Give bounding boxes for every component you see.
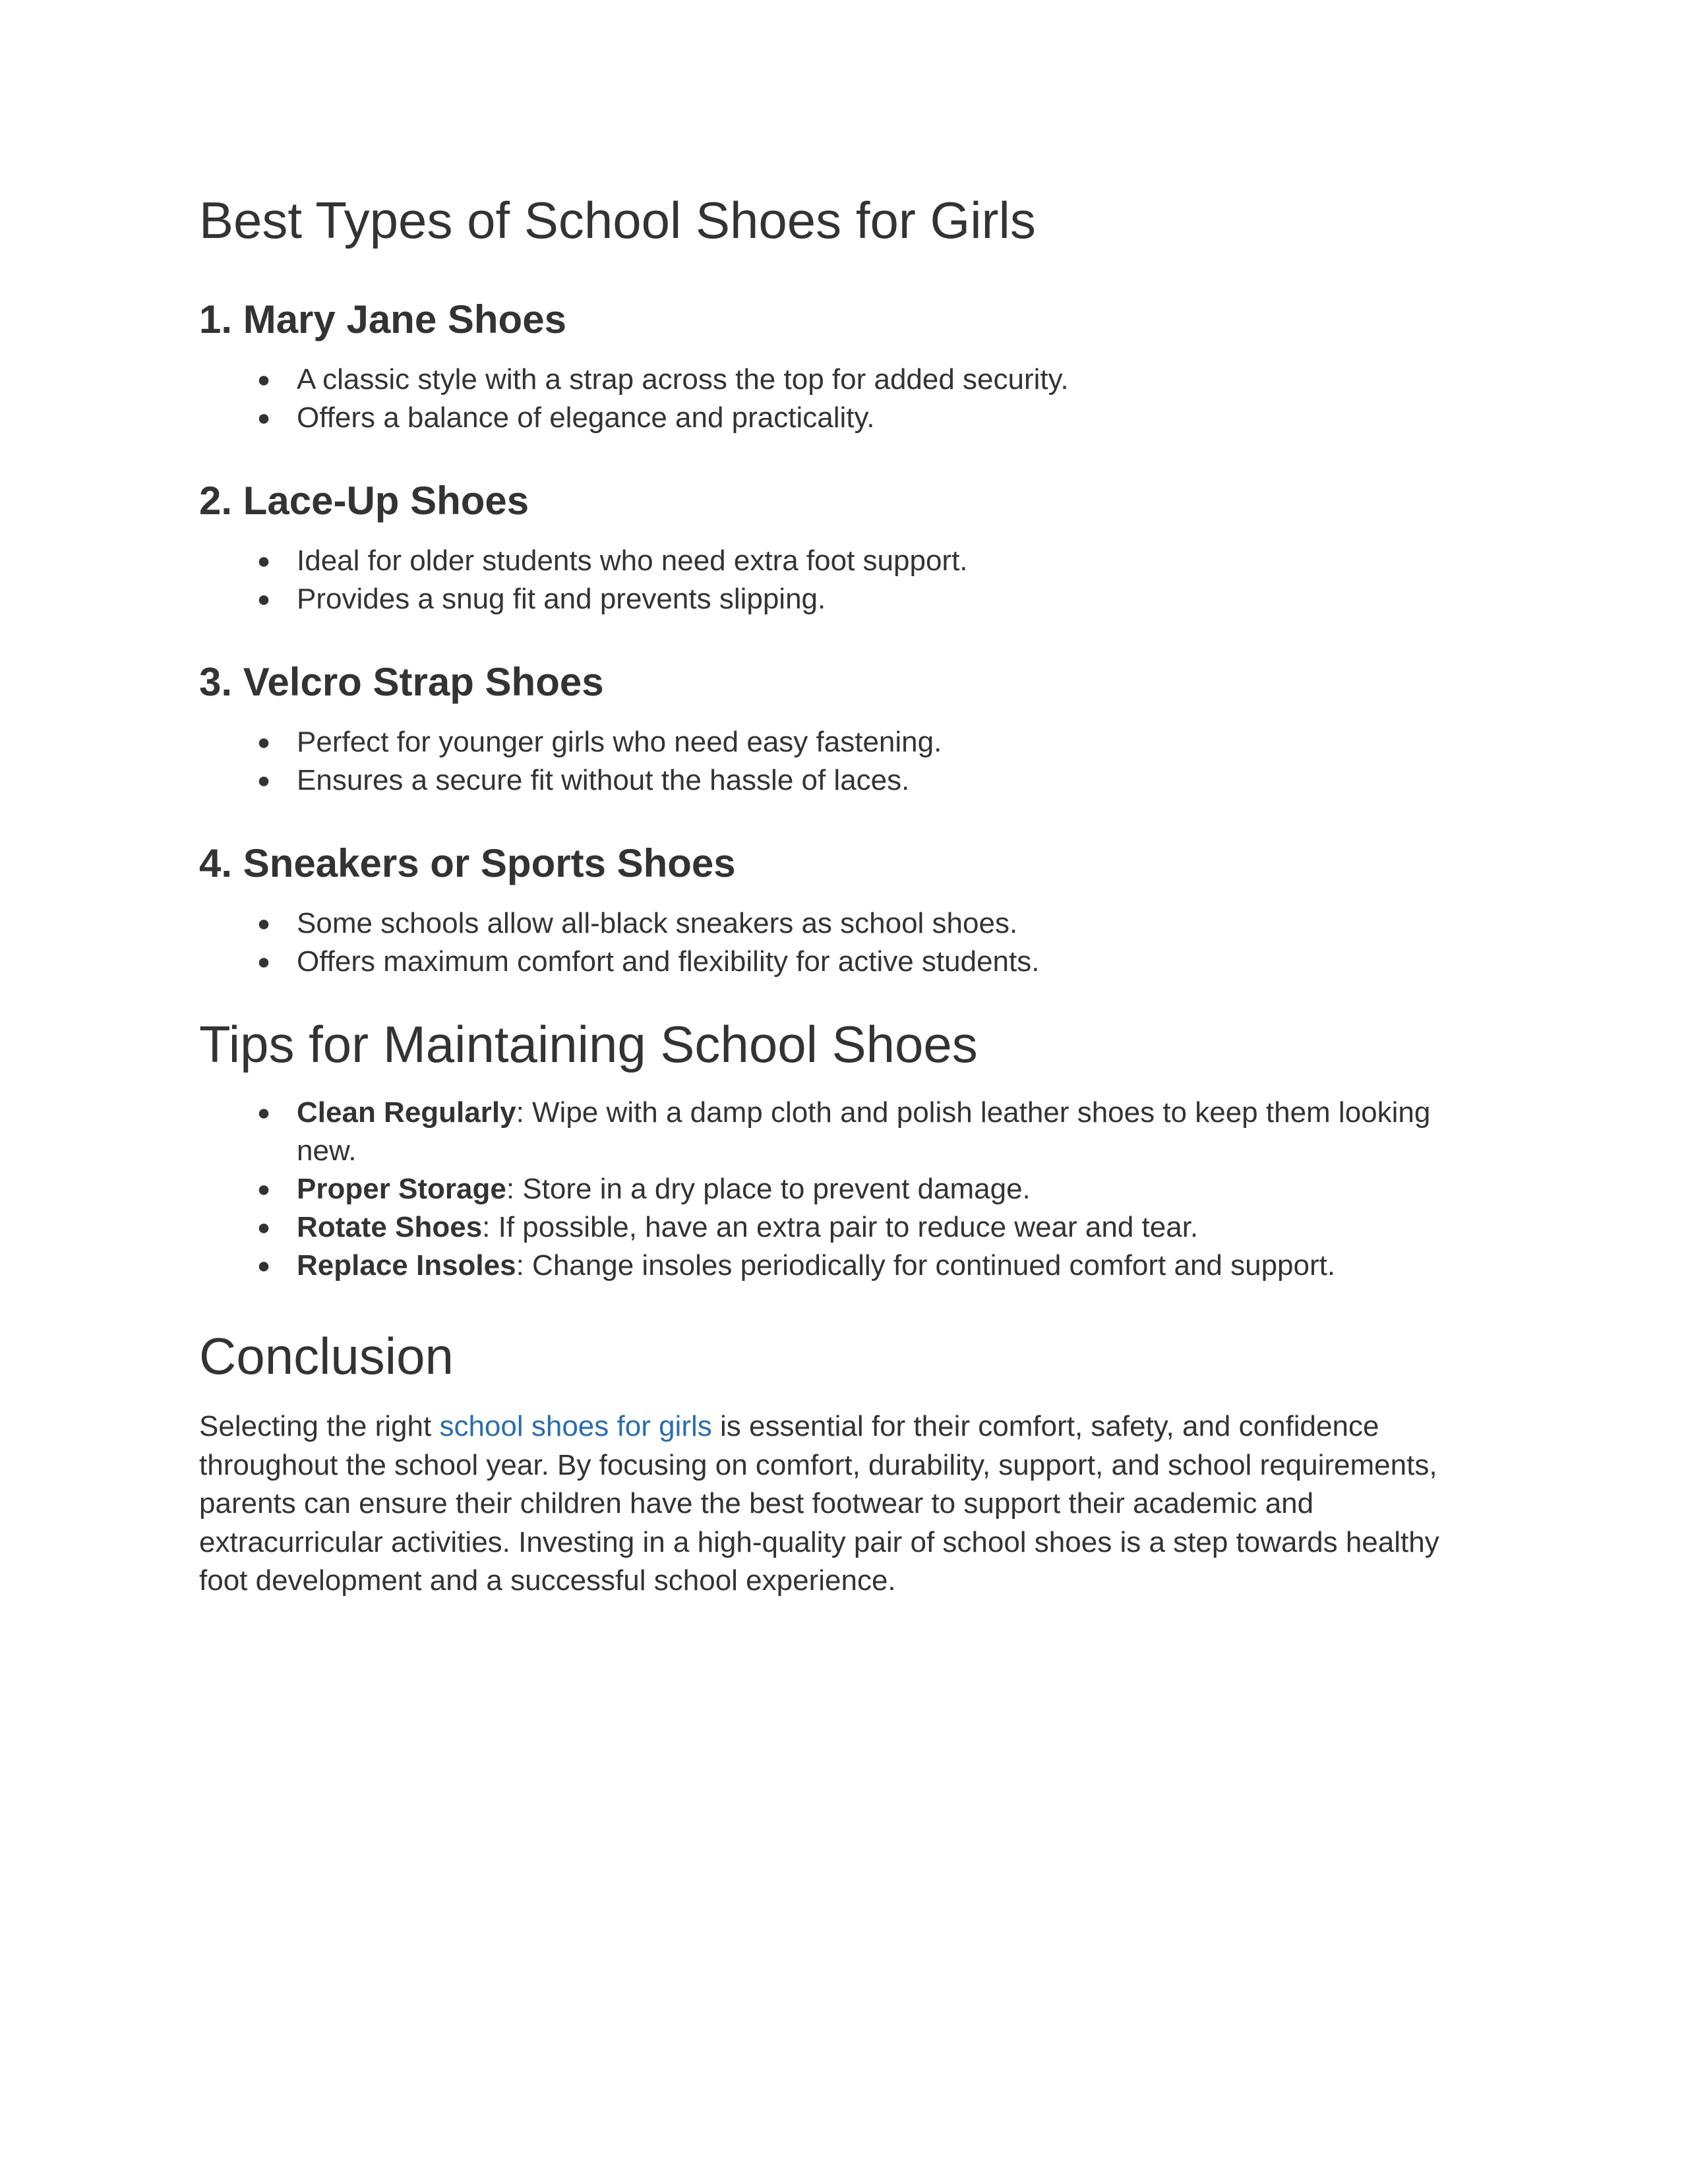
tip-term: Proper Storage [297,1173,506,1206]
list-item [199,542,1478,580]
list-item [199,1208,1478,1247]
list-item [199,1247,1478,1285]
bullet-list-sneakers [199,904,1478,981]
section-heading-mary-jane: 1. Mary Jane Shoes [199,297,566,341]
bullet-list-tips [199,1094,1478,1285]
list-item [199,761,1478,800]
section-heading-velcro: 3. Velcro Strap Shoes [199,659,604,704]
school-shoes-link[interactable]: school shoes for girls [439,1410,712,1443]
bullet-icon: ● [256,367,271,392]
list-item-text: Ensures a secure fit without the hassle of laces. [297,763,910,796]
list-item [199,904,1478,943]
bullet-list-mary-jane [199,361,1478,437]
list-item-text: A classic style with a strap across the top for added security. [297,363,1069,396]
bullet-icon: ● [256,586,271,612]
bullet-icon: ● [256,949,271,974]
list-item [199,1094,1478,1170]
tip-term: Replace Insoles [297,1249,516,1282]
list-item-text: Offers a balance of elegance and practicality. [297,401,875,434]
list-item-text: Some schools allow all-black sneakers as school shoes. [297,906,1018,939]
document-page [199,191,1478,1601]
tip-text: : Wipe with a damp cloth and polish leather shoes to keep them looking new. [297,1096,1431,1167]
list-item-text: Provides a snug fit and prevents slipping. [297,582,826,615]
bullet-icon: ● [256,1100,271,1126]
tip-term: Rotate Shoes [297,1211,483,1244]
section-heading-lace-up: 2. Lace-Up Shoes [199,478,529,523]
conclusion-paragraph [199,1407,1478,1601]
bullet-icon: ● [256,767,271,793]
list-item-text: Offers maximum comfort and flexibility for active students. [297,945,1040,978]
bullet-icon: ● [256,1215,271,1241]
bullet-list-lace-up [199,542,1478,618]
bullet-icon: ● [256,729,271,755]
bullet-list-velcro [199,723,1478,800]
tip-term: Clean Regularly [297,1096,516,1129]
tips-title: Tips for Maintaining School Shoes [199,1015,978,1073]
bullet-icon: ● [256,405,271,430]
conclusion-title: Conclusion [199,1327,454,1386]
bullet-icon: ● [256,1253,271,1279]
list-item [199,399,1478,437]
conclusion-text-end: is essential for their comfort, safety, and confidence throughout the school year. By focusing on comfort, durability, support, and school requirements, parents can ensure their children have the best footwear to support their academic and extracurricular activities. Investing in a high-quality pair of school shoes is a step towards healthy foot development and a successful school experience. [199,1410,1439,1597]
list-item [199,723,1478,761]
list-item-text: Perfect for younger girls who need easy fastening. [297,725,942,758]
conclusion-text-start: Selecting the right [199,1410,440,1443]
tip-text: : Change insoles periodically for continued comfort and support. [516,1249,1336,1282]
tip-text: : Store in a dry place to prevent damage. [506,1173,1031,1206]
tip-text: : If possible, have an extra pair to reduce wear and tear. [482,1211,1199,1244]
list-item [199,361,1478,399]
list-item [199,1170,1478,1208]
list-item [199,580,1478,618]
list-item-text: Ideal for older students who need extra foot support. [297,544,968,577]
bullet-icon: ● [256,910,271,936]
bullet-icon: ● [256,548,271,574]
page-title: Best Types of School Shoes for Girls [199,191,1036,249]
section-heading-sneakers: 4. Sneakers or Sports Shoes [199,841,736,885]
list-item [199,943,1478,981]
bullet-icon: ● [256,1177,271,1202]
